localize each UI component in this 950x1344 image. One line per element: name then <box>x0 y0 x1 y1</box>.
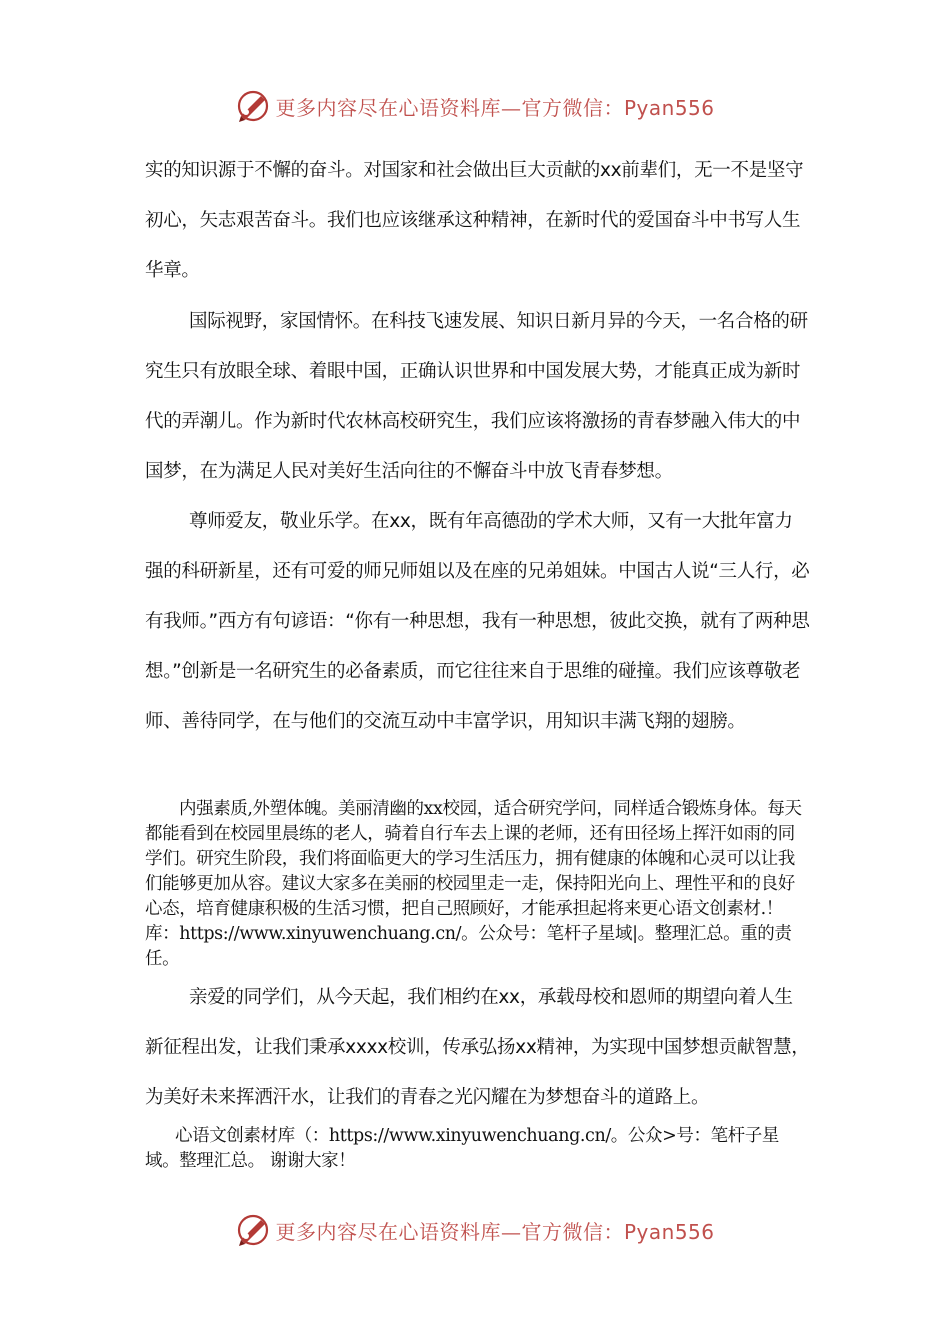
paragraph-1: 实的知识源于不懈的奋斗。对国家和社会做出巨大贡献的xx前辈们，无一不是坚守初心，矢志艰苦奋斗。我们也应该继承这种精神，在新时代的爱国奋斗中书写人生华章。 <box>145 160 804 281</box>
paragraph-5: 亲爱的同学们，从今天起，我们相约在xx，承载母校和恩师的期望向着人生新征程出发，让我们秉承xxxx校训，传承弘扬xx精神，为实现中国梦想贡献智慧，为美好未来挥洒汗水，让我们的青春之光闪耀在为梦想奋斗的道路上。 <box>145 987 810 1108</box>
paragraph-3: 尊师爱友，敬业乐学。在xx，既有年高德劭的学术大师，又有一大批年富力强的科研新星，还有可爱的师兄师姐以及在座的兄弟姐妹。中国古人说“三人行，必有我师。”西方有句谚语：“你有一种思想，我有一种思想，彼此交换，就有了两种思想。”创新是一名研究生的必备素质，而它往往来自于思维的碰撞。我们应该尊敬老师、善待同学，在与他们的交流互动中丰富学识，用知识丰满飞翔的翅膀。 <box>145 511 810 732</box>
pen-logo-icon <box>235 1212 271 1248</box>
footer-banner-id: Pyan556 <box>623 1219 715 1244</box>
header-banner <box>0 84 950 128</box>
paragraph-6: 心语文创素材库（：https://www.xinyuwenchuang.cn/。公众>号：笔杆子星域。整理汇总。 谢谢大家！ <box>145 1126 779 1171</box>
header-banner-id: Pyan556 <box>623 95 715 120</box>
header-banner-text: 更多内容尽在心语资料库—官方微信：Pyan556 <box>275 95 715 120</box>
paragraph-4: 内强素质,外塑体魄。美丽清幽的xx校园，适合研究学问，同样适合锻炼身体。每天都能看到在校园里晨练的老人，骑着自行车去上课的老师，还有田径场上挥汗如雨的同学们。研究生阶段，我们将面临更大的学习生活压力，拥有健康的体魄和心灵可以让我们能够更加从容。建议大家多在美丽的校园里走一走，保持阳光向上、理性平和的良好心态，培育健康积极的生活习惯，把自己照顾好，才能承担起将来更心语文创素材.！库：https://www.xinyuwenchuang.cn/。公众号：笔杆子星域|。整理汇总。重的责任。 <box>145 799 802 969</box>
pen-logo-icon <box>235 88 271 124</box>
paragraph-2: 国际视野，家国情怀。在科技飞速发展、知识日新月异的今天，一名合格的研究生只有放眼全球、着眼中国，正确认识世界和中国发展大势，才能真正成为新时代的弄潮儿。作为新时代农林高校研究生，我们应该将激扬的青春梦融入伟大的中国梦，在为满足人民对美好生活向往的不懈奋斗中放飞青春梦想。 <box>145 311 808 482</box>
footer-banner-text: 更多内容尽在心语资料库—官方微信：Pyan556 <box>275 1219 715 1244</box>
footer-banner <box>0 1208 950 1252</box>
